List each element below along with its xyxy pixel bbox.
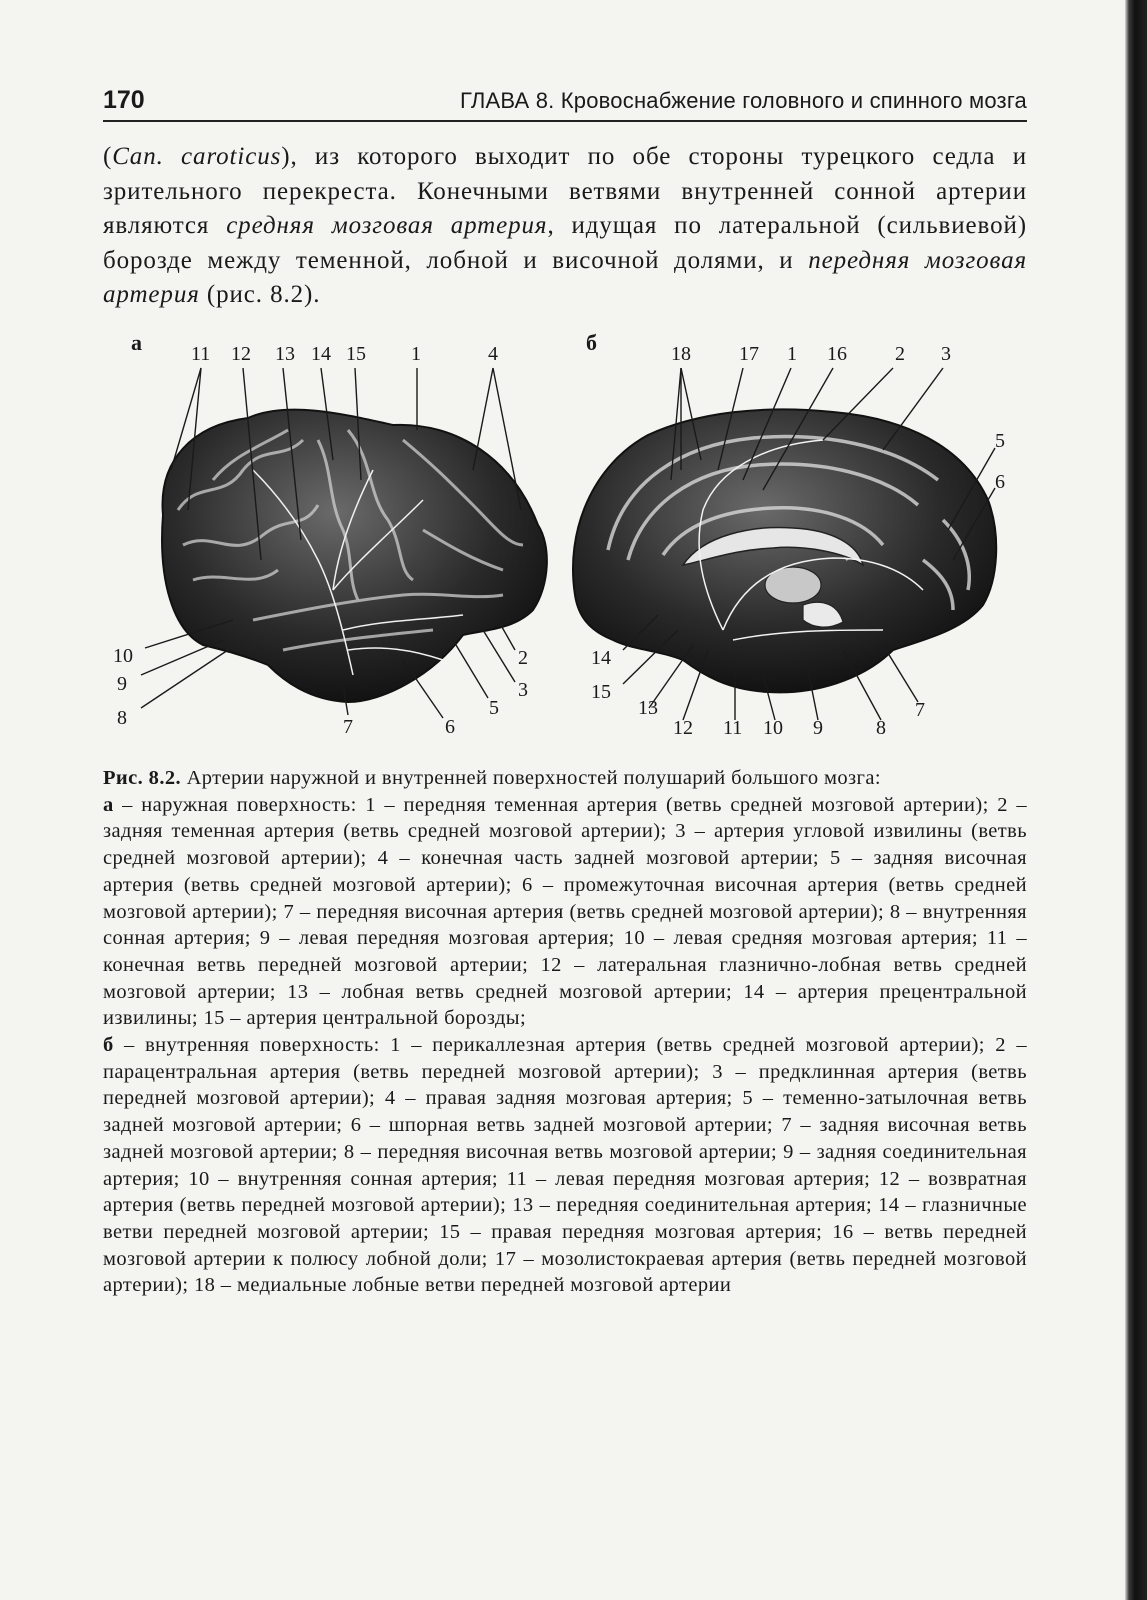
running-title: ГЛАВА 8. Кровоснабжение головного и спинного мозга	[460, 88, 1027, 113]
text-segment: ), из которого выходит по обе стороны турецкого седла и зрительного перекреста. Конечными ветвями внутренней сонной артерии являются	[103, 143, 1027, 239]
label-b-5: 5	[995, 430, 1005, 452]
caption-figure-number: Рис. 8.2.	[103, 767, 182, 789]
label-a-5: 5	[489, 697, 499, 719]
label-b-17: 17	[739, 343, 759, 365]
scan-edge-shadow	[1125, 0, 1147, 1600]
brain-illustration	[103, 330, 1027, 750]
panel-a-lateral-surface	[113, 330, 547, 738]
label-a-11: 11	[191, 343, 211, 365]
page-header	[103, 86, 1027, 122]
label-b-9: 9	[813, 717, 823, 739]
label-a-8: 8	[117, 707, 127, 729]
body-paragraph	[103, 140, 1027, 313]
label-b-2: 2	[895, 343, 905, 365]
caption-title: Артерии наружной и внутренней поверхностей полушарий большого мозга:	[181, 767, 881, 789]
label-a-12: 12	[231, 343, 251, 365]
label-b-3: 3	[941, 343, 951, 365]
figure-caption	[103, 765, 1027, 1299]
text-segment: , идущая по латеральной (сильвиевой) борозде между теменной, лобной и височной долями, и	[103, 212, 1027, 274]
label-a-9: 9	[117, 673, 127, 695]
panel-a-letter: а	[131, 330, 142, 355]
brain-lateral-outline	[162, 410, 547, 702]
caption-a-letter: а	[103, 793, 114, 816]
label-b-10: 10	[763, 717, 783, 739]
text-segment: (	[103, 143, 113, 170]
label-b-16: 16	[827, 343, 847, 365]
panel-b-letter: б	[586, 330, 597, 355]
label-b-11: 11	[723, 717, 743, 739]
label-a-15: 15	[346, 343, 366, 365]
label-b-14: 14	[591, 647, 611, 669]
caption-b-text: – внутренняя поверхность: 1 – перикаллезная артерия (ветвь средней мозговой артерии); 2 – парацентральная артерия (ветвь передней мозговой артерии); 3 – предклинная артерия (ветвь передней мозговой артерии); 4 – правая задняя мозговая артерия; 5 – теменно-затылочная ветвь задней мозговой артерии; 6 – шпорная ветвь задней мозговой артерии; 7 – задняя височная ветвь задней мозговой артерии; 8 – передняя височная ветвь мозговой артерии; 9 – задняя соединительная артерия; 10 – внутренняя сонная артерия; 11 – левая передняя мозговая артерия; 12 – возвратная артерия (ветвь передней мозговой артерии); 13 – передняя соединительная артерия; 14 – глазничные ветви передней мозговой артерии; 15 – правая передняя мозговая артерия; 16 – ветвь передней мозговой артерии к полюсу лобной доли; 17 – мозолистокраевая артерия (ветвь передней мозговой артерии); 18 – медиальные лобные ветви передней мозговой артерии	[103, 1034, 1027, 1297]
caption-a-text: – наружная поверхность: 1 – передняя теменная артерия (ветвь средней мозговой артерии); 2 – задняя теменная артерия (ветвь средней мозговой артерии); 3 – артерия угловой извилины (ветвь средней мозговой артерии); 4 – конечная часть задней мозговой артерии; 5 – задняя височная артерия (ветвь средней мозговой артерии); 6 – промежуточная височная артерия (ветвь средней мозговой артерии); 7 – передняя височная артерия (ветвь средней мозговой артерии); 8 – внутренняя сонная артерия; 9 – левая передняя мозговая артерия; 10 – левая средняя мозговая артерия; 11 – конечная ветвь передней мозговой артерии; 12 – латеральная глазнично-лобная ветвь средней мозговой артерии; 13 – лобная ветвь средней мозговой артерии; 14 – артерия прецентральной извилины; 15 – артерия центральной борозды;	[103, 793, 1027, 1030]
label-b-13: 13	[638, 697, 658, 719]
label-a-6: 6	[445, 716, 455, 738]
latin-term: Can. caroticus	[112, 143, 282, 170]
label-a-2: 2	[518, 647, 528, 669]
label-b-6: 6	[995, 471, 1005, 493]
label-b-12: 12	[673, 717, 693, 739]
term-middle-cerebral-artery: средняя мозговая артерия	[226, 212, 548, 239]
label-a-14: 14	[311, 343, 331, 365]
label-b-8: 8	[876, 717, 886, 739]
label-b-15: 15	[591, 681, 611, 703]
label-a-3: 3	[518, 679, 528, 701]
label-b-1: 1	[787, 343, 797, 365]
caption-b-letter: б	[103, 1034, 114, 1057]
text-segment: (рис. 8.2).	[199, 281, 321, 308]
label-a-4: 4	[488, 343, 498, 365]
label-b-18: 18	[671, 343, 691, 365]
label-a-7: 7	[343, 716, 353, 738]
label-b-7: 7	[915, 699, 925, 721]
label-a-1: 1	[411, 343, 421, 365]
label-a-10: 10	[113, 645, 133, 667]
figure-8-2	[103, 330, 1027, 750]
label-a-13: 13	[275, 343, 295, 365]
panel-b-medial-surface	[573, 330, 1005, 739]
page-number: 170	[103, 86, 145, 114]
term-anterior-cerebral-artery: передняя мозговая артерия	[103, 246, 1027, 308]
